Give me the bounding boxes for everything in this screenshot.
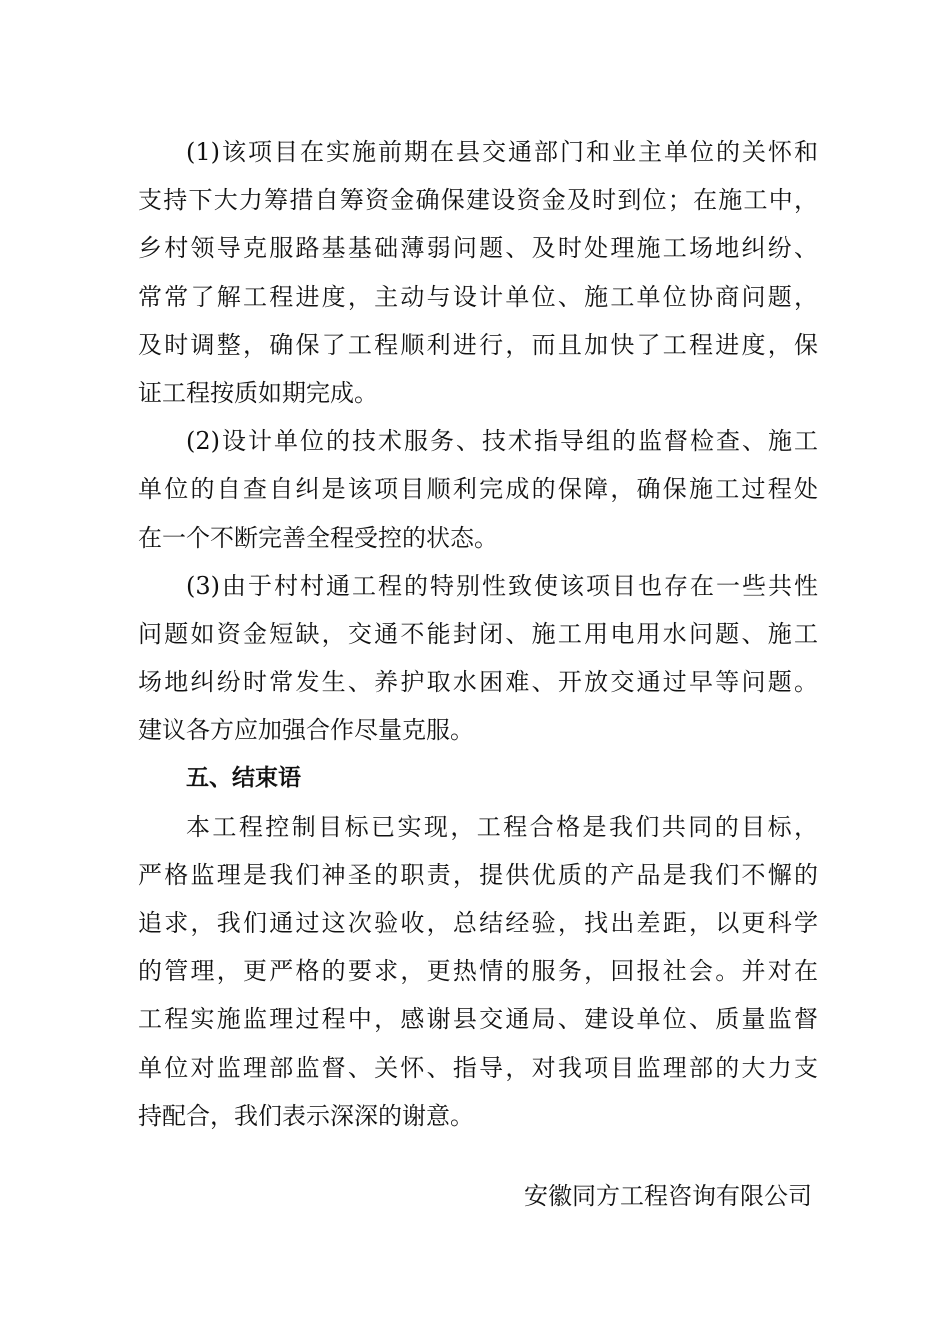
paragraph-line: (3)由于村村通工程的特别性致使该项目也存在一些共性 [186,571,818,600]
paragraph-line: 支持下大力筹措自筹资金确保建设资金及时到位；在施工中， [138,186,818,215]
paragraph-line: 乡村领导克服路基基础薄弱问题、及时处理施工场地纠纷、 [138,234,818,263]
company-signature: 安徽同方工程咨询有限公司 [524,1182,812,1210]
paragraph-line: 本工程控制目标已实现，工程合格是我们共同的目标， [186,812,818,841]
paragraph-line: 工程实施监理过程中，感谢县交通局、建设单位、质量监督 [138,1005,818,1034]
paragraph-line: 及时调整，确保了工程顺利进行，而且加快了工程进度，保 [138,330,818,359]
paragraph-line: 证工程按质如期完成。 [138,378,378,407]
closing-paragraph [138,803,818,1140]
document-body [138,128,818,1140]
paragraph-line: (2)设计单位的技术服务、技术指导组的监督检查、施工 [186,427,818,456]
paragraph-line: 的管理，更严格的要求，更热情的服务，回报社会。并对在 [138,957,818,986]
section-heading: 五、结束语 [186,765,301,792]
paragraph-line: 建议各方应加强合作尽量克服。 [138,716,474,745]
paragraph-line: 严格监理是我们神圣的职责，提供优质的产品是我们不懈的 [138,860,818,889]
paragraph-line: 单位对监理部监督、关怀、指导，对我项目监理部的大力支 [138,1053,818,1082]
paragraph-line: 单位的自查自纠是该项目顺利完成的保障，确保施工过程处 [138,475,818,504]
paragraph-1 [138,128,818,417]
paragraph-line: 持配合，我们表示深深的谢意。 [138,1101,474,1130]
paragraph-line: 常常了解工程进度，主动与设计单位、施工单位协商问题， [138,282,818,311]
paragraph-line: 追求，我们通过这次验收，总结经验，找出差距，以更科学 [138,909,818,937]
paragraph-line: (1)该项目在实施前期在县交通部门和业主单位的关怀和 [186,138,818,166]
paragraph-line: 场地纠纷时常发生、养护取水困难、开放交通过早等问题。 [138,668,818,697]
paragraph-line: 问题如资金短缺，交通不能封闭、施工用电用水问题、施工 [138,619,818,648]
paragraph-line: 在一个不断完善全程受控的状态。 [138,523,498,552]
paragraph-3 [138,562,818,755]
paragraph-2 [138,417,818,562]
